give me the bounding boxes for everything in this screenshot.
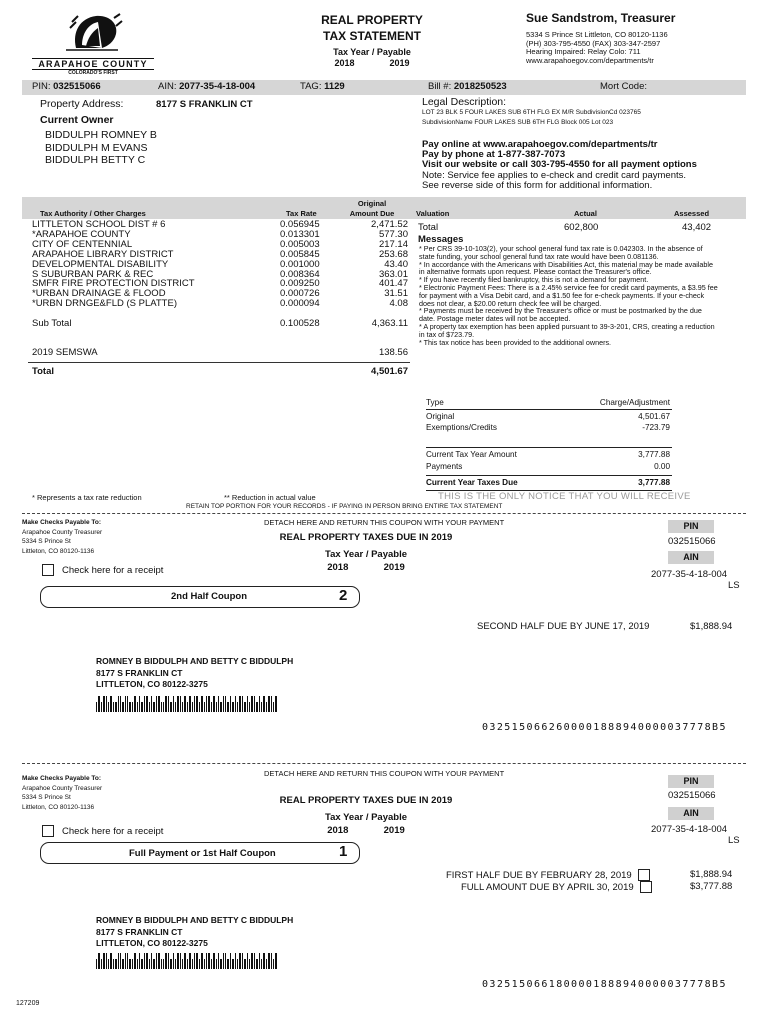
statement-title	[288, 13, 456, 68]
tax-year-label: Tax Year / Payable	[333, 47, 411, 57]
coupon-pin: 032515066	[668, 536, 716, 547]
detach-instruction: DETACH HERE AND RETURN THIS COUPON WITH YOUR PAYMENT	[264, 518, 505, 527]
receipt-checkbox[interactable]	[42, 564, 54, 576]
pay-online-line2: Pay by phone at 1-877-387-7073	[422, 149, 566, 161]
valuation-actual: 602,800	[564, 222, 599, 233]
col-actual: Actual	[574, 209, 597, 218]
message-item: * If you have recently filed bankruptcy, this is not a demand for payment.	[419, 275, 649, 285]
pay-online-line3: Visit our website or call 303-795-4550 for all payment options	[422, 159, 697, 171]
summary-current-amount: Current Tax Year Amount 3,777.88	[426, 450, 670, 459]
pay-online-line1: Pay online at www.arapahoegov.com/departments/tr	[422, 139, 658, 150]
detach-instruction: DETACH HERE AND RETURN THIS COUPON WITH YOUR PAYMENT	[264, 769, 505, 778]
summary-original: Original 4,501.67	[426, 412, 670, 421]
county-seal-icon	[32, 12, 154, 52]
page-code: 127209	[16, 1000, 40, 1007]
table-row: S SUBURBAN PARK & REC 0.008364 363.01	[32, 268, 408, 280]
county-tagline: COLORADO'S FIRST	[68, 70, 118, 76]
subtotal-row: Sub Total 0.100528 4,363.11	[32, 318, 408, 329]
ain-tag: AIN	[668, 551, 714, 564]
coupon-pin: 032515066	[668, 790, 716, 801]
message-item: * This tax notice has been provided to the additional owners.	[419, 337, 612, 347]
receipt-checkbox[interactable]	[42, 825, 54, 837]
pin-field: PIN: 032515066	[32, 81, 101, 92]
messages-label: Messages	[418, 234, 464, 245]
owner-name: BIDDULPH M EVANS	[45, 141, 148, 154]
county-name: ARAPAHOE COUNTY	[32, 58, 154, 70]
pin-value: 032515066	[53, 81, 101, 92]
bill-field: Bill #: 2018250523	[428, 81, 507, 92]
footnote-actual-reduction: ** Reduction in actual value	[224, 493, 316, 502]
footnote-rate-reduction: * Represents a tax rate reduction	[32, 493, 142, 502]
summary-payments: Payments 0.00	[426, 462, 670, 471]
pin-tag: PIN	[668, 775, 714, 788]
legal-line1: LOT 23 BLK 5 FOUR LAKES SUB 6TH FLG EX M/R SubdivisionCd 023765	[422, 109, 641, 116]
first-half-checkbox[interactable]	[638, 869, 650, 881]
table-row: CITY OF CENTENNIAL 0.005003 217.14	[32, 238, 408, 250]
receipt-label: Check here for a receipt	[62, 825, 164, 837]
treasurer-impaired: Hearing Impaired: Relay Colo: 711	[526, 47, 641, 57]
ain-tag: AIN	[668, 807, 714, 820]
table-row: *ARAPAHOE COUNTY 0.013301 577.30	[32, 228, 408, 240]
treasurer-block	[526, 11, 756, 66]
scan-line: 0325150662600001888940000037778B5	[482, 722, 727, 733]
receipt-checkbox-row[interactable]	[42, 825, 163, 837]
message-item: * Per CRS 39-10-103(2), your school general fund tax rate is 0.042303. In the absence of state funding, your school general fund tax rate would have been 0.081136.	[419, 244, 703, 261]
col-valuation: Valuation	[416, 209, 450, 218]
charge-summary	[426, 398, 672, 491]
tax-year: 2018	[334, 58, 355, 68]
pay-online-line4: Note: Service fee applies to e-check and credit card payments.	[422, 169, 687, 181]
message-item: * A property tax exemption has been applied pursuant to 39-3-201, CRS, creating a reduction in tax of $723.79.	[419, 321, 715, 339]
retain-notice: RETAIN TOP PORTION FOR YOUR RECORDS - IF PAYING IN PERSON BRING ENTIRE TAX STATEMENT	[186, 503, 503, 510]
coupon-1	[0, 764, 770, 1004]
title-line1: REAL PROPERTY	[321, 13, 423, 27]
tax-year-values	[288, 58, 456, 68]
payable-to-block: Make Checks Payable To: Arapahoe County Treasurer 5334 S Prince St Littleton, CO 80120-1136	[22, 519, 103, 555]
table-row: SMFR FIRE PROTECTION DISTRICT 0.009250 401.47	[32, 278, 408, 290]
tag-field: TAG: 1129	[300, 81, 345, 92]
message-item: * Payments must be received by the Treasurer's office or must be postmarked by the due date. Postage meter dates will not be accepted.	[419, 306, 702, 324]
coupon-ain: 2077-35-4-18-004	[651, 569, 728, 580]
total-row: Total 4,501.67	[32, 366, 408, 377]
receipt-checkbox-row[interactable]	[42, 564, 163, 576]
coupon-2	[0, 514, 770, 764]
col-original: Original Amount Due	[349, 199, 395, 218]
property-address-label: Property Address:	[40, 98, 124, 110]
message-item: * Electronic Payment Fees: There is a 2.45% service fee for credit card payments, a $3.95 fee for payment with a Visa Debit card, and a $1.50 fee for e-check payments. If your e-check does not clear, a $20.00 return check fee will be charged.	[419, 282, 718, 308]
coupon-label-box	[40, 586, 360, 608]
property-address: 8177 S FRANKLIN CT	[156, 99, 253, 110]
coupon-title: REAL PROPERTY TAXES DUE IN 2019 Tax Year / Payable 2018 2019	[279, 532, 453, 573]
receipt-label: Check here for a receipt	[62, 564, 164, 576]
coupon-ls: LS	[728, 580, 740, 591]
table-row: *URBN DRNGE&FLD (S PLATTE) 0.000094 4.08	[32, 298, 408, 310]
full-amount-due: FULL AMOUNT DUE BY APRIL 30, 2019	[461, 881, 652, 893]
postal-barcode	[96, 696, 277, 712]
treasurer-web: www.arapahoegov.com/departments/tr	[526, 55, 654, 65]
legal-line2: SubdivisionName FOUR LAKES SUB 6TH FLG Block 005 Lot 023	[422, 119, 614, 127]
table-row: LITTLETON SCHOOL DIST # 6 0.056945 2,471.52	[32, 219, 408, 230]
coupon-ain: 2077-35-4-18-004	[651, 824, 728, 835]
coupon-label-box	[40, 842, 360, 864]
owner-name: BIDDULPH BETTY C	[45, 154, 146, 166]
legal-label: Legal Description:	[422, 96, 507, 108]
pay-online-line5: See reverse side of this form for additional information.	[422, 179, 653, 191]
legal-description	[422, 96, 752, 127]
ain-value: 2077-35-4-18-004	[179, 81, 256, 92]
table-row: DEVELOPMENTAL DISABILITY 0.001000 43.40	[32, 258, 408, 270]
table-row: *URBAN DRAINAGE & FLOOD 0.000726 31.51	[32, 288, 408, 300]
tax-rows	[32, 220, 410, 309]
only-notice: THIS IS THE ONLY NOTICE THAT YOU WILL RECEIVE	[438, 491, 691, 502]
treasurer-phone: (PH) 303-795-4550 (FAX) 303-347-2597	[526, 38, 661, 48]
treasurer-address: 5334 S Prince St Littleton, CO 80120-1136	[526, 30, 668, 39]
summary-taxes-due: Current Year Taxes Due 3,777.88	[426, 478, 670, 487]
coupon-number: 1	[339, 843, 348, 860]
total-divider	[28, 362, 410, 363]
coupon-title: REAL PROPERTY TAXES DUE IN 2019 Tax Year / Payable 2018 2019	[279, 795, 453, 836]
treasurer-name: Sue Sandstrom, Treasurer	[526, 11, 676, 25]
messages-list	[419, 245, 719, 346]
coupon-number: 2	[339, 587, 348, 604]
message-item: * In accordance with the Americans with Disabilities Act, this material may be made available in alternative formats upon request. Please contact the Treasurer's office.	[419, 259, 714, 277]
table-header	[22, 197, 746, 219]
second-half-amount: $1,888.94	[690, 621, 733, 632]
id-bar	[22, 80, 746, 95]
mailing-address: ROMNEY B BIDDULPH AND BETTY C BIDDULPH 8177 S FRANKLIN CT LITTLETON, CO 80122-3275	[96, 915, 294, 948]
tag-value: 1129	[324, 81, 345, 92]
col-rate: Tax Rate	[286, 209, 317, 218]
col-assessed: Assessed	[674, 209, 710, 218]
summary-header: Type Charge/Adjustment	[426, 398, 670, 407]
pay-online-block	[422, 140, 752, 191]
first-half-due: FIRST HALF DUE BY FEBRUARY 28, 2019	[446, 869, 650, 881]
county-logo	[32, 12, 154, 74]
mort-field: Mort Code:	[600, 81, 647, 92]
semswa-row: 2019 SEMSWA 138.56	[32, 347, 408, 358]
coupon-ls: LS	[728, 835, 740, 846]
valuation-total-row	[418, 222, 740, 233]
scan-line: 0325150661800001888940000037778B5	[482, 979, 727, 990]
coupon-label: Full Payment or 1st Half Coupon	[129, 848, 276, 859]
full-amount-checkbox[interactable]	[640, 881, 652, 893]
bill-value: 2018250523	[453, 81, 507, 92]
valuation-total-label: Total	[418, 222, 439, 233]
valuation-assessed: 43,402	[682, 222, 712, 233]
second-half-due: SECOND HALF DUE BY JUNE 17, 2019	[477, 621, 650, 632]
coupon-label: 2nd Half Coupon	[171, 591, 247, 602]
payable-to-block: Make Checks Payable To: Arapahoe County Treasurer 5334 S Prince St Littleton, CO 80120-1136	[22, 775, 103, 811]
owner-name: BIDDULPH ROMNEY B	[45, 129, 157, 141]
pin-tag: PIN	[668, 520, 714, 533]
full-amount: $3,777.88	[690, 881, 733, 892]
col-authority: Tax Authority / Other Charges	[40, 209, 146, 218]
ain-field: AIN: 2077-35-4-18-004	[158, 81, 256, 92]
title-line2: TAX STATEMENT	[323, 29, 421, 43]
owner-list	[45, 129, 157, 167]
current-owner-label: Current Owner	[40, 114, 114, 126]
summary-exemptions: Exemptions/Credits -723.79	[426, 423, 670, 432]
payable-year: 2019	[389, 58, 410, 68]
table-row: ARAPAHOE LIBRARY DISTRICT 0.005845 253.68	[32, 248, 408, 260]
postal-barcode	[96, 953, 277, 969]
mailing-address: ROMNEY B BIDDULPH AND BETTY C BIDDULPH 8177 S FRANKLIN CT LITTLETON, CO 80122-3275	[96, 656, 294, 689]
first-half-amount: $1,888.94	[690, 869, 733, 880]
